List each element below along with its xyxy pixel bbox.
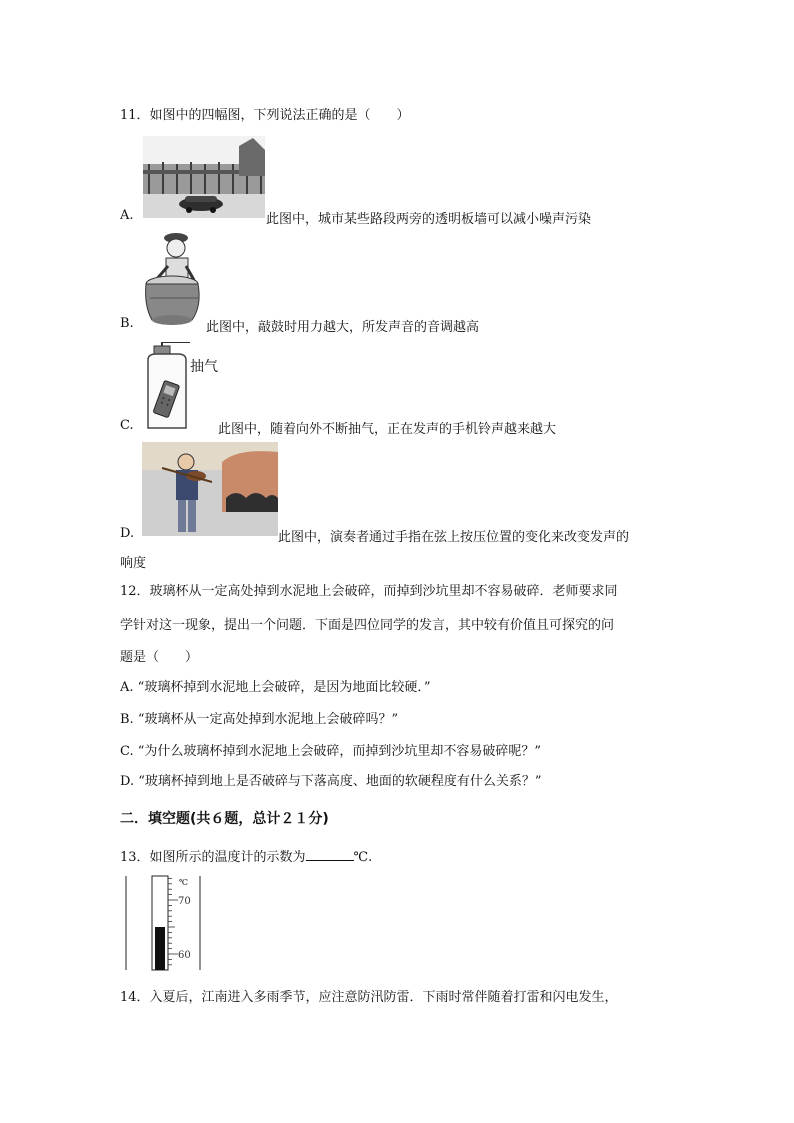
violinist-image <box>142 442 278 536</box>
q12-option-d-text: “玻璃杯掉到地上是否破碎与下落高度、地面的软硬程度有什么关系？” <box>138 774 542 789</box>
thermometer-scale <box>124 874 202 972</box>
section-heading: 二．填空题(共６题，总计２１分) <box>120 811 329 827</box>
q11-option-a-letter: A. <box>120 208 134 223</box>
q12-option-d-letter: D. <box>120 774 135 789</box>
q12-option-b-letter: B. <box>120 712 134 727</box>
q13-stem-before: 13．如图所示的温度计的示数为 <box>120 850 306 865</box>
q12-stem-line-1: 12．玻璃杯从一定高处掉到水泥地上会破碎，而掉到沙坑里却不容易破碎．老师要求同 <box>120 584 618 599</box>
q12-option-a <box>120 676 430 695</box>
pump-air-label: 抽气 <box>190 359 218 375</box>
q12-stem-line-2: 学针对这一现象，提出一个问题．下面是四位同学的发言，其中较有价值且可探究的问 <box>120 618 615 633</box>
q12-option-c-letter: C. <box>120 744 134 759</box>
q12-option-b-text: “玻璃杯从一定高处掉到水泥地上会破碎吗？” <box>137 712 399 727</box>
q11-option-a-text: 此图中，城市某些路段两旁的透明板墙可以减小噪声污染 <box>266 212 592 227</box>
q11-option-d-letter: D. <box>120 526 135 541</box>
tick-label-60: 60 <box>178 950 191 961</box>
answer-blank[interactable] <box>306 848 354 861</box>
q11-option-c-letter: C. <box>120 418 134 433</box>
q14-stem: 14．入夏后，江南进入多雨季节，应注意防汛防雷．下雨时常伴随着打雷和闪电发生， <box>120 990 618 1005</box>
q12-stem-line-3: 题是（ ） <box>120 650 199 665</box>
mercury-column <box>155 927 165 970</box>
q12-option-a-text: “玻璃杯掉到水泥地上会破碎，是因为地面比较硬．” <box>137 680 431 695</box>
q11-option-b-letter: B. <box>120 316 134 331</box>
q11-option-b-text: 此图中，敲鼓时用力越大，所发声音的音调越高 <box>206 320 480 335</box>
q11-option-d-text-cont: 响度 <box>120 556 147 571</box>
q11-stem: 11．如图中的四幅图，下列说法正确的是（ ） <box>120 108 410 123</box>
q12-option-d <box>120 770 542 789</box>
thermometer-figure <box>124 874 202 972</box>
q13-stem <box>120 846 372 865</box>
q12-option-a-letter: A. <box>120 680 134 695</box>
q11-option-c-text: 此图中，随着向外不断抽气，正在发声的手机铃声越来越大 <box>218 422 557 437</box>
thermometer-unit-label: ℃ <box>179 878 188 887</box>
noise-barrier-image <box>143 136 265 218</box>
q13-stem-after: ℃. <box>353 850 373 865</box>
q12-option-c-text: “为什么玻璃杯掉到水泥地上会破碎，而掉到沙坑里却不容易破碎呢？” <box>137 744 542 759</box>
tick-label-70: 70 <box>178 896 191 907</box>
drummer-image <box>142 232 206 328</box>
q12-option-c <box>120 740 541 759</box>
q12-option-b <box>120 708 398 727</box>
q11-option-d-text: 此图中，演奏者通过手指在弦上按压位置的变化来改变发声的 <box>278 530 630 545</box>
